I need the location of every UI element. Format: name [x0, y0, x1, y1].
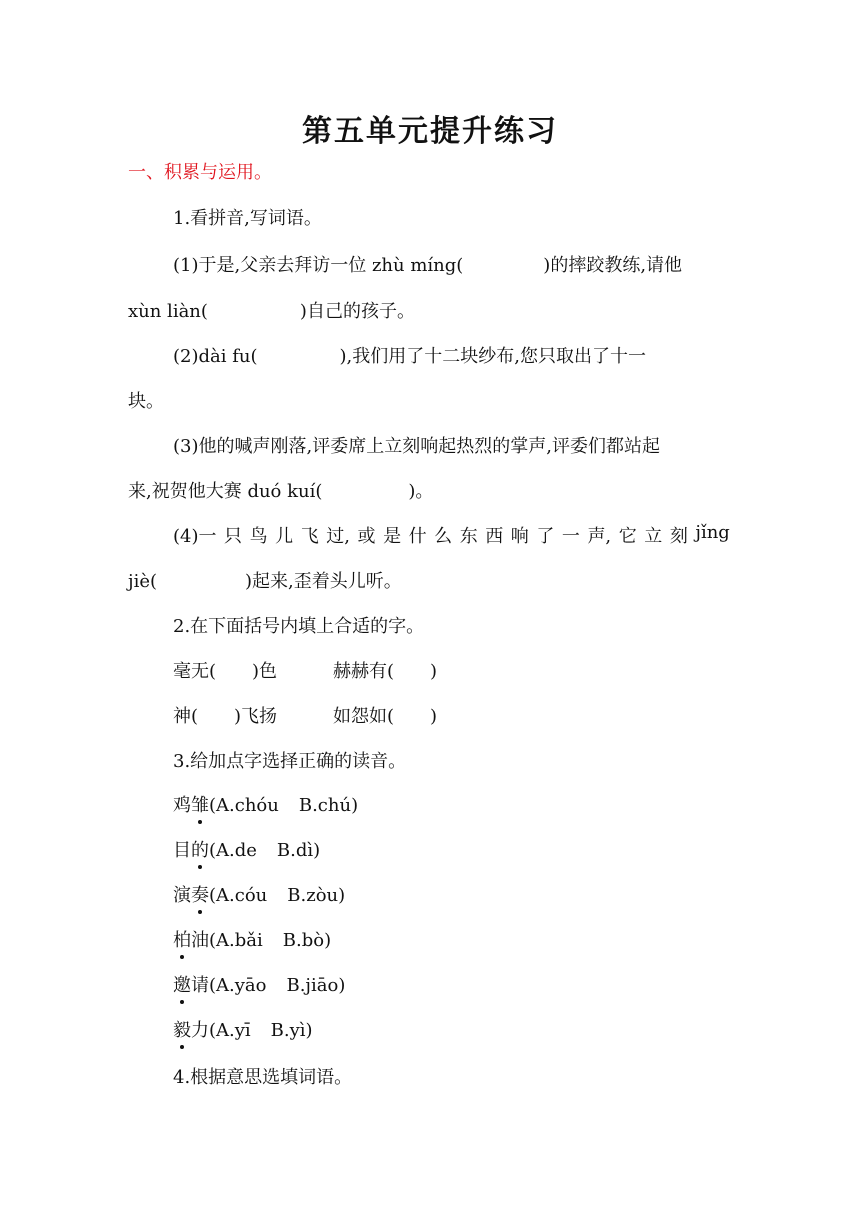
- q2-word-4: [333, 702, 437, 728]
- q3-item: [173, 836, 320, 862]
- q1-item-4-char: (4)一: [173, 526, 217, 547]
- q2-word-2: [333, 657, 437, 683]
- q1-heading: 1.看拼音,写词语。: [173, 208, 322, 229]
- q3-option-a[interactable]: (A.chóu: [209, 795, 279, 816]
- q1-item-1-text-b: )的摔跤教练,请他: [543, 255, 683, 276]
- q3-char: 目: [173, 840, 191, 861]
- q1-item-4-char: 立: [644, 526, 663, 547]
- q1-item-2-line-1: [173, 342, 646, 368]
- q1-item-4-text-b: jiè(: [128, 571, 158, 592]
- q1-item-4-char: 么: [434, 526, 453, 547]
- q3-item: [173, 971, 345, 997]
- q1-item-4-char: 一: [561, 526, 580, 547]
- q1-item-1-line-1: [173, 251, 682, 277]
- q1-item-1-text-d: )自己的孩子。: [299, 301, 415, 322]
- q3-option-b[interactable]: B.bò): [282, 930, 332, 951]
- q3-option-b[interactable]: B.chú): [298, 795, 359, 816]
- q3-option-b[interactable]: B.dì): [276, 840, 321, 861]
- q3-dotted-char: 奏: [191, 881, 209, 907]
- q3-option-b[interactable]: B.jiāo): [286, 975, 346, 996]
- q1-item-4-char: 只: [224, 526, 243, 547]
- q1-item-3-text-b: 来,祝贺他大赛 duó kuí(: [128, 481, 323, 502]
- q3-option-a[interactable]: (A.yāo: [209, 975, 267, 996]
- q1-item-4-char: 什: [408, 526, 427, 547]
- q1-item-3-line-2: [128, 477, 433, 503]
- q2-word-2-b: ): [430, 661, 438, 682]
- q3-option-b[interactable]: B.zòu): [287, 885, 346, 906]
- q2-word-3: [173, 702, 277, 728]
- q1-item-2-text-a: (2)dài fu(: [173, 346, 258, 367]
- q1-item-4-char: jǐng: [695, 522, 730, 543]
- q1-item-2-text-b: ),我们用了十二块纱布,您只取出了十一: [339, 346, 646, 367]
- q1-item-4-char: 它: [618, 526, 637, 547]
- q3-dotted-char: 邀: [173, 971, 191, 997]
- q2-word-1-b: )色: [252, 661, 278, 682]
- page-title: 第五单元提升练习: [302, 114, 558, 149]
- q2-word-1: [173, 657, 277, 683]
- q2-word-1-a: 毫无(: [173, 661, 217, 682]
- q2-word-3-b: )飞扬: [234, 706, 278, 727]
- q1-item-1-text-a: (1)于是,父亲去拜访一位 zhù míng(: [173, 255, 464, 276]
- q3-item: [173, 881, 345, 907]
- q1-item-4-char: 儿: [275, 526, 294, 547]
- q3-dotted-char: 毅: [173, 1016, 191, 1042]
- q3-char: 力: [191, 1020, 209, 1041]
- q1-item-2-line-2: 块。: [128, 391, 164, 412]
- q1-item-4-char: 是: [383, 526, 402, 547]
- q1-item-1-line-2: [128, 297, 415, 323]
- q1-item-4-char: 飞: [300, 526, 319, 547]
- q1-item-4-char: 刻: [669, 526, 688, 547]
- q1-item-4-char: 西: [485, 526, 504, 547]
- q1-item-4-char: 声,: [587, 526, 612, 547]
- q3-heading: 3.给加点字选择正确的读音。: [173, 751, 407, 772]
- section-heading-1: 一、积累与运用。: [128, 162, 272, 183]
- q3-char: 请: [191, 975, 209, 996]
- q2-word-4-a: 如怨如(: [333, 706, 395, 727]
- q1-item-4-char: 过,: [326, 526, 350, 547]
- q1-item-3-line-1: (3)他的喊声刚落,评委席上立刻响起热烈的掌声,评委们都站起: [173, 436, 660, 457]
- q2-word-3-a: 神(: [173, 706, 199, 727]
- q3-item: [173, 926, 331, 952]
- q3-char: 演: [173, 885, 191, 906]
- q3-dotted-char: 柏: [173, 926, 191, 952]
- q2-word-4-b: ): [430, 706, 438, 727]
- q2-word-2-a: 赫赫有(: [333, 661, 395, 682]
- q3-dotted-char: 雏: [191, 791, 209, 817]
- q3-char: 油: [191, 930, 209, 951]
- q3-option-a[interactable]: (A.bǎi: [209, 930, 263, 951]
- q1-item-4-text-c: )起来,歪着头儿听。: [245, 571, 402, 592]
- q3-item: [173, 1016, 313, 1042]
- q3-char: 鸡: [173, 795, 191, 816]
- q1-item-4-char: 或: [357, 526, 376, 547]
- q1-item-4-char: 了: [536, 526, 555, 547]
- q3-item: [173, 791, 358, 817]
- q4-heading: 4.根据意思选填词语。: [173, 1067, 353, 1088]
- q2-heading: 2.在下面括号内填上合适的字。: [173, 616, 425, 637]
- q1-item-3-text-c: )。: [408, 481, 434, 502]
- q1-item-4-line-2: [128, 567, 402, 593]
- q3-option-a[interactable]: (A.cóu: [209, 885, 268, 906]
- q3-dotted-char: 的: [191, 836, 209, 862]
- q1-item-4-char: 东: [459, 526, 478, 547]
- q1-item-4-char: 响: [510, 526, 529, 547]
- q3-option-a[interactable]: (A.de: [209, 840, 257, 861]
- q3-option-b[interactable]: B.yì): [270, 1020, 313, 1041]
- q1-item-4-char: 鸟: [249, 526, 268, 547]
- q1-item-1-text-c: xùn liàn(: [128, 301, 208, 322]
- q1-item-4-line-1: [173, 522, 730, 548]
- q3-option-a[interactable]: (A.yī: [209, 1020, 251, 1041]
